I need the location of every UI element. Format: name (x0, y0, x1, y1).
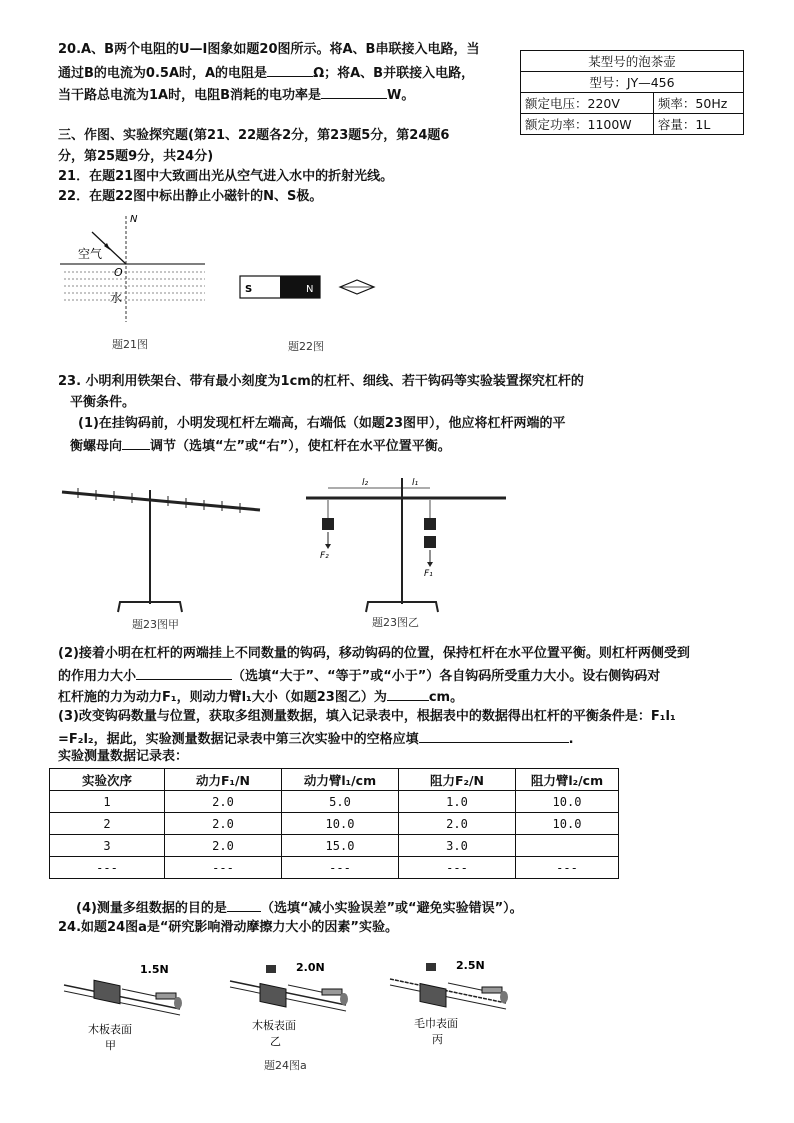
q20-line2 (58, 62, 474, 84)
table-cell: --- (399, 857, 516, 879)
q20-line3-b: W。 (387, 88, 415, 103)
table-cell: 10.0 (516, 813, 619, 835)
q23-part2-text-c: 杠杆施的力为动力F₁，则动力臂l₁大小（如题23图乙）为 (58, 690, 387, 705)
header-cell: 实验次序 (50, 769, 165, 791)
q23-part2-text-d: cm。 (428, 690, 464, 705)
spec-frequency: 频率：50Hz (653, 93, 743, 114)
fig24-panel-bing (390, 959, 508, 1046)
q23-part3-text-a: =F₂l₂，据此，实验测量数据记录表中第三次实验中的空格应填 (58, 732, 419, 747)
table-cell: 5.0 (282, 791, 399, 813)
fig24-panel-yi (230, 961, 348, 1048)
q23-part1-text-b: 调节（选填“左”或“右”），使杠杆在水平位置平衡。 (150, 439, 451, 454)
q23-part2-text-b: （选填“大于”、“等于”或“小于”）各自钩码所受重力大小。设右侧钩码对 (232, 669, 661, 684)
fig21-point-o: O (114, 266, 123, 279)
q23-part3-line1: (3)改变钩码数量与位置，获取多组测量数据，填入记录表中，根据表中的数据得出杠杆的平衡条件是：F₁l₁ (58, 709, 676, 724)
q23-line2: 平衡条件。 (70, 395, 136, 410)
fig24-tag-3: 丙 (432, 1033, 443, 1046)
table-cell: 1.0 (399, 791, 516, 813)
fig22-s-label: S (245, 284, 253, 295)
fig24-tag-1: 甲 (105, 1039, 116, 1052)
wood-block (260, 984, 286, 1008)
right-hook-weight-2 (424, 536, 436, 548)
spec-model: 型号：JY—456 (521, 72, 744, 93)
fig22-n-label: N (306, 284, 314, 295)
fig21-water-label: 水 (110, 291, 123, 305)
table-row (50, 835, 619, 857)
table-cell: --- (282, 857, 399, 879)
q23-part4-text-b: （选填“减小实验误差”或“避免实验错误”）。 (260, 901, 523, 916)
figure-22 (236, 268, 386, 358)
q23-blank-1[interactable] (122, 435, 150, 450)
record-table-title: 实验测量数据记录表： (58, 749, 189, 764)
header-cell: 动力F₁/N (165, 769, 282, 791)
q23-part1-line1: (1)在挂钩码前，小明发现杠杆左端高，右端低（如题23图甲），他应将杠杆两端的平 (78, 416, 566, 431)
q20-line1: 20.A、B两个电阻的U—I图象如题20图所示。将A、B串联接入电路，当 (58, 42, 480, 57)
section3-line2: 分，第25题9分，共24分) (58, 149, 214, 164)
fig24-tag-2: 乙 (270, 1035, 281, 1048)
q23-part1-line2 (70, 435, 451, 457)
fig24-panel-jia (64, 963, 182, 1052)
table-cell: 3.0 (399, 835, 516, 857)
record-table (49, 768, 619, 879)
fig21-air-label: 空气 (78, 247, 103, 261)
fig24-surface-1: 木板表面 (88, 1023, 132, 1036)
fig24-surface-3: 毛巾表面 (414, 1017, 458, 1030)
section3-line1: 三、作图、实验探究题(第21、22题各2分，第23题5分，第24题6 (58, 128, 450, 143)
q20-line3-a: 当干路总电流为1A时，电阻B消耗的电功率是 (58, 88, 322, 103)
table-cell: 10.0 (516, 791, 619, 813)
table-cell: 10.0 (282, 813, 399, 835)
header-cell: 阻力F₂/N (399, 769, 516, 791)
fig24-surface-2: 木板表面 (252, 1019, 296, 1032)
fig23b-caption: 题23图乙 (372, 616, 419, 629)
fig24-force-1: 1.5N (140, 963, 169, 976)
fig24-caption: 题24图a (264, 1059, 307, 1072)
wood-block (94, 980, 120, 1004)
question-22: 22．在题22图中标出静止小磁针的N、S极。 (58, 189, 323, 204)
table-cell: 3 (50, 835, 165, 857)
wood-block (420, 984, 446, 1008)
table-row (50, 813, 619, 835)
fig23b-f2-label: F₂ (320, 551, 329, 561)
q20-line3 (58, 84, 414, 106)
fig24-force-3: 2.5N (456, 959, 485, 972)
q23-part2-line2 (58, 665, 660, 687)
left-hook-weight (322, 518, 334, 530)
q20-blank-a[interactable] (267, 62, 313, 77)
fig23b-f1-label: F₁ (424, 569, 433, 579)
fig21-caption: 题21图 (112, 338, 148, 350)
q23-part1-text-a: 衡螺母向 (70, 439, 123, 454)
header-cell: 阻力臂l₂/cm (516, 769, 619, 791)
table-row (50, 791, 619, 813)
figure-24a (60, 955, 510, 1075)
figure-23a (58, 472, 268, 632)
spec-capacity: 容量：1L (653, 114, 743, 135)
spec-power: 额定功率：1100W (521, 114, 654, 135)
q20-blank-b[interactable] (321, 84, 387, 99)
q23-blank-4[interactable] (419, 728, 569, 743)
table-cell: 2.0 (165, 835, 282, 857)
table-cell: --- (50, 857, 165, 879)
fig23b-l1-label: l₁ (412, 478, 419, 488)
fig22-caption: 题22图 (288, 340, 324, 353)
fig23a-caption: 题23图甲 (132, 618, 179, 631)
table-row (50, 857, 619, 879)
question-24: 24.如题24图a是“研究影响滑动摩擦力大小的因素”实验。 (58, 920, 398, 935)
teapot-spec-table (520, 50, 744, 135)
table-cell: 2.0 (165, 813, 282, 835)
record-table-header (50, 769, 619, 791)
q23-blank-2[interactable] (136, 665, 232, 680)
q23-part4 (76, 897, 523, 919)
q23-part2-text-a: 的作用力大小 (58, 669, 137, 684)
right-hook-weight-1 (424, 518, 436, 530)
figure-21 (60, 210, 210, 350)
header-cell: 动力臂l₁/cm (282, 769, 399, 791)
q23-blank-3[interactable] (387, 686, 429, 701)
table-cell: 2.0 (399, 813, 516, 835)
fig21-normal-label: N (130, 214, 138, 225)
table-cell: --- (516, 857, 619, 879)
fig23b-l2-label: l₂ (362, 478, 369, 488)
table-cell: --- (165, 857, 282, 879)
q23-part2-line1: (2)接着小明在杠杆的两端挂上不同数量的钩码，移动钩码的位置，保持杠杆在水平位置平衡。则杠杆两侧受到 (58, 646, 690, 661)
q23-part2-line3 (58, 686, 463, 708)
spec-title: 某型号的泡茶壶 (521, 51, 744, 72)
q20-line2-a: 通过B的电流为0.5A时，A的电阻是 (58, 66, 268, 81)
q23-part3-text-b: . (568, 732, 574, 747)
q23-line1: 23. 小明利用铁架台、带有最小刻度为1cm的杠杆、细线、若干钩码等实验装置探究杠杆的 (58, 374, 584, 389)
table-cell: 2.0 (165, 791, 282, 813)
spec-voltage: 额定电压：220V (521, 93, 654, 114)
table-cell-blank[interactable] (516, 835, 619, 857)
table-cell: 15.0 (282, 835, 399, 857)
table-cell: 1 (50, 791, 165, 813)
question-21: 21．在题21图中大致画出光从空气进入水中的折射光线。 (58, 169, 394, 184)
q23-part4-text-a: (4)测量多组数据的目的是 (76, 901, 227, 916)
q23-blank-5[interactable] (227, 897, 261, 912)
fig24-force-2: 2.0N (296, 961, 325, 974)
q20-line2-b: Ω；将A、B并联接入电路， (313, 66, 475, 81)
figure-23b (300, 470, 520, 632)
table-cell: 2 (50, 813, 165, 835)
